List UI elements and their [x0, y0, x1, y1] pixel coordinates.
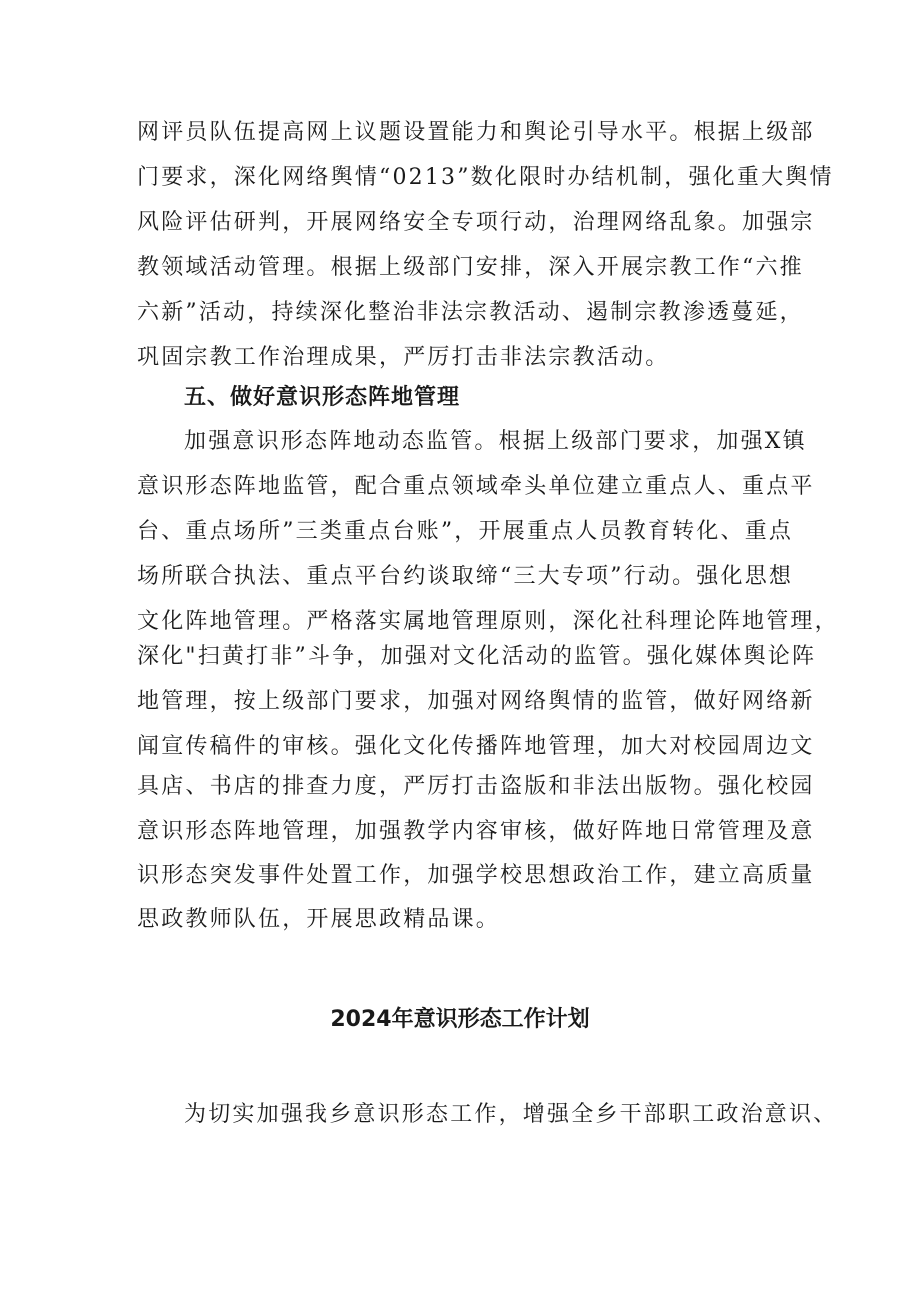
paragraph-line: 加强意识形态阵地动态监管。根据上级部门要求，加强X镇: [184, 429, 807, 454]
paragraph-line: 教领域活动管理。根据上级部门安排，深入开展宗教工作“六推: [137, 255, 804, 280]
paragraph-line: 地管理，按上级部门要求，加强对网络舆情的监管，做好网络新: [137, 689, 815, 714]
paragraph-line: 意识形态阵地管理，加强教学内容审核，做好阵地日常管理及意: [137, 819, 815, 844]
paragraph-line: 场所联合执法、重点平台约谈取缔“三大专项”行动。强化思想: [137, 564, 794, 589]
paragraph-line: 风险评估研判，开展网络安全专项行动，治理网络乱象。加强宗: [137, 210, 815, 235]
paragraph-line: 门要求，深化网络舆情“0213”数化限时办结机制，强化重大舆情: [137, 165, 834, 190]
paragraph-line: 具店、书店的排查力度，严厉打击盗版和非法出版物。强化校园: [137, 774, 815, 799]
paragraph-line: 思政教师队伍，开展思政精品课。: [137, 907, 501, 932]
paragraph-line: 为切实加强我乡意识形态工作，增强全乡干部职工政治意识、: [184, 1102, 838, 1127]
paragraph-line: 识形态突发事件处置工作，加强学校思想政治工作，建立高质量: [137, 863, 815, 888]
section-heading: 五、做好意识形态阵地管理: [184, 385, 461, 410]
paragraph-line: 六新”活动，持续深化整治非法宗教活动、遏制宗教渗透蔓延，: [137, 300, 804, 325]
paragraph-line: 巩固宗教工作治理成果，严厉打击非法宗教活动。: [137, 345, 670, 370]
paragraph-line: 台、重点场所”三类重点台账”，开展重点人员教育转化、重点: [137, 519, 794, 544]
paragraph-line: 闻宣传稿件的审核。强化文化传播阵地管理，加大对校园周边文: [137, 734, 815, 759]
document-title: 2024年意识形态工作计划: [330, 1007, 590, 1032]
paragraph-line: 深化"扫黄打非”斗争，加强对文化活动的监管。强化媒体舆论阵: [137, 644, 817, 669]
paragraph-line: 文化阵地管理。严格落实属地管理原则，深化社科理论阵地管理，: [137, 609, 839, 634]
paragraph-line: 网评员队伍提高网上议题设置能力和舆论引导水平。根据上级部: [137, 120, 815, 145]
paragraph-line: 意识形态阵地监管，配合重点领域牵头单位建立重点人、重点平: [137, 474, 815, 499]
